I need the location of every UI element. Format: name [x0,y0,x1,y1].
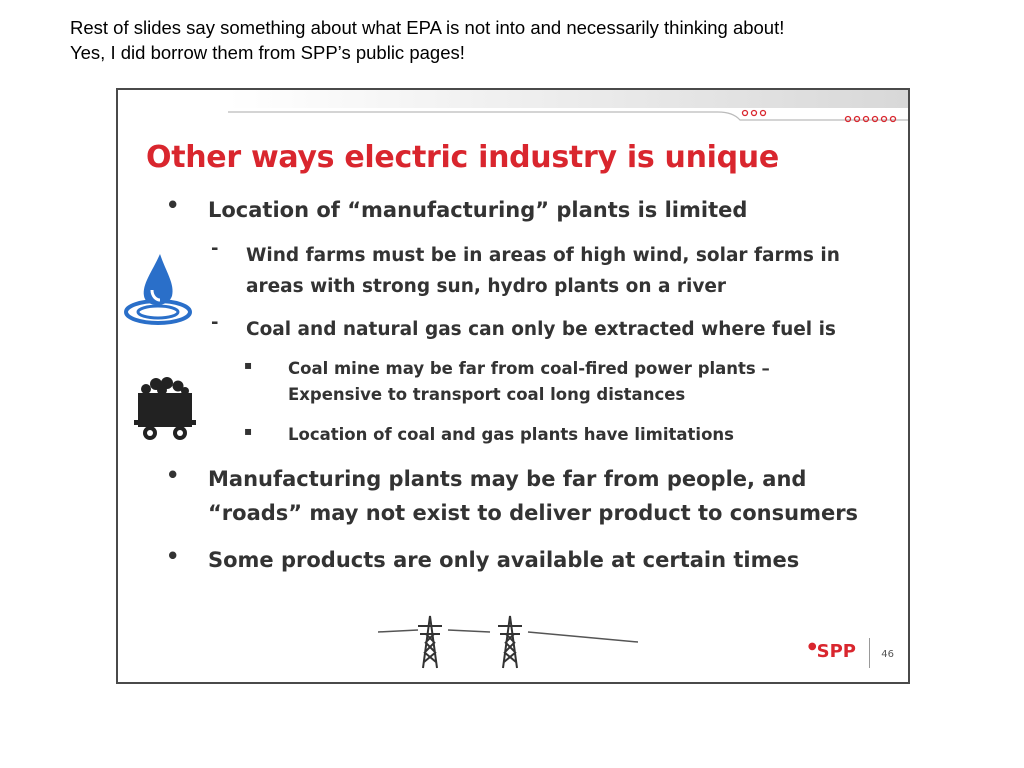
sub-bullet-1-line-1: Wind farms must be in areas of high wind, solar farms in [246,245,840,266]
bullet-2-line-2: “roads” may not exist to deliver product to consumers [208,501,859,525]
spp-logo: ●SPP [807,641,856,662]
dash-marker: - [211,238,219,259]
coal-cart-icon [134,376,196,444]
bullet-marker: • [166,544,180,568]
caption [70,15,784,65]
sub-bullet-2: Coal and natural gas can only be extracted where fuel is [246,319,836,340]
bullet-1: Location of “manufacturing” plants is limited [208,198,748,222]
dash-marker: - [211,312,219,333]
spp-logo-text: SPP [816,641,856,662]
bullet-marker: • [166,463,180,487]
caption-line-1: Rest of slides say something about what EPA is not into and necessarily thinking about! [70,17,785,38]
sub-sub-bullet-1-line-1: Coal mine may be far from coal-fired power plants – [288,359,770,378]
footer-divider [869,638,870,668]
square-marker: ▪ [244,424,253,438]
transmission-towers-icon [378,612,638,672]
slide-image [116,88,910,684]
bullet-marker: • [166,193,180,217]
slide-header-decoration [118,90,908,130]
page-number: 46 [881,649,894,660]
sub-sub-bullet-2: Location of coal and gas plants have limitations [288,425,734,444]
slide-title: Other ways electric industry is unique [146,140,779,175]
bullet-2-line-1: Manufacturing plants may be far from people, and [208,467,807,491]
caption-line-2: Yes, I did borrow them from SPP’s public pages! [70,42,465,63]
bullet-3: Some products are only available at certain times [208,548,800,572]
water-drop-icon [122,250,194,332]
sub-sub-bullet-1-line-2: Expensive to transport coal long distances [288,385,686,404]
square-marker: ▪ [244,358,253,372]
sub-bullet-1-line-2: areas with strong sun, hydro plants on a river [246,276,727,297]
